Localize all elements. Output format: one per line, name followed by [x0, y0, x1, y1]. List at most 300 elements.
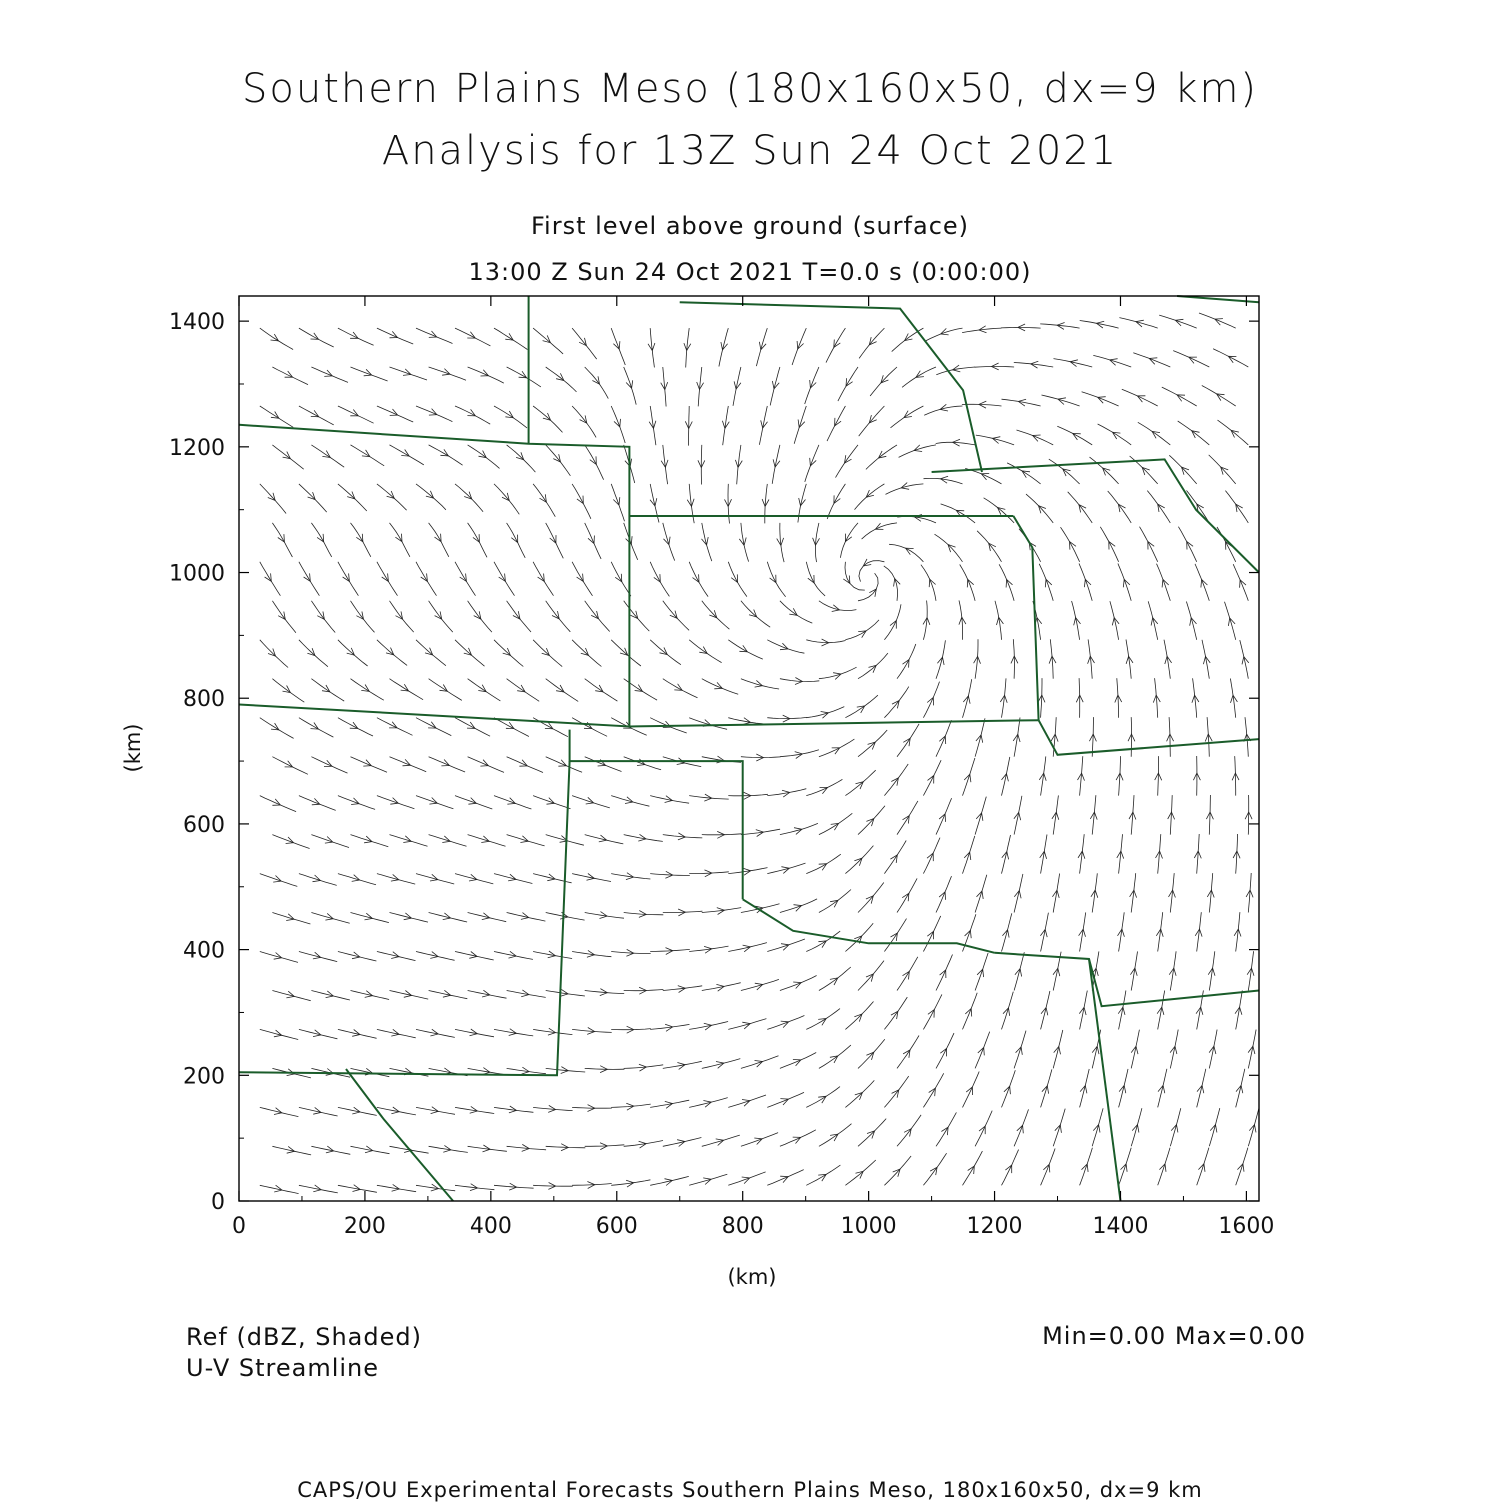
- streamline: [1041, 913, 1049, 952]
- streamline: [845, 562, 865, 590]
- streamline: [963, 679, 972, 718]
- x-tick-label: 1600: [1218, 1214, 1274, 1239]
- streamline: [533, 328, 563, 354]
- streamline: [311, 1146, 350, 1154]
- streamline: [1068, 492, 1093, 523]
- streamline: [416, 1107, 455, 1114]
- streamline: [260, 1029, 298, 1039]
- streamline: [884, 604, 901, 640]
- y-tick-label: 800: [183, 687, 225, 712]
- streamline: [845, 1002, 873, 1030]
- streamline: [377, 1185, 416, 1191]
- streamline: [663, 679, 698, 698]
- streamline: [377, 406, 413, 422]
- streamline: [338, 1029, 377, 1038]
- legend-minmax: Min=0.00 Max=0.00: [1042, 1322, 1306, 1350]
- streamline: [1014, 1031, 1026, 1069]
- streamline: [299, 1029, 338, 1038]
- streamline: [923, 682, 939, 718]
- streamline: [975, 639, 978, 678]
- streamline: [650, 1100, 689, 1107]
- state-border: [995, 953, 1259, 1006]
- streamline: [741, 979, 779, 990]
- streamline: [1209, 455, 1236, 484]
- streamline: [299, 796, 336, 811]
- streamline: [390, 601, 414, 632]
- streamline: [311, 445, 344, 467]
- streamline: [1119, 991, 1126, 1030]
- streamline: [260, 640, 288, 668]
- streamline: [1090, 457, 1119, 484]
- streamline: [1002, 1070, 1016, 1107]
- streamline: [624, 835, 663, 842]
- streamline: [429, 445, 463, 465]
- streamline: [1140, 527, 1158, 562]
- streamline: [311, 679, 344, 701]
- streamline: [1079, 678, 1080, 718]
- state-border: [743, 899, 995, 953]
- streamline: [728, 1019, 766, 1030]
- streamline: [572, 640, 601, 667]
- streamline: [963, 758, 975, 796]
- streamline: [923, 1073, 943, 1107]
- streamline: [624, 523, 638, 560]
- map-frame: [239, 296, 1259, 1201]
- streamline: [611, 562, 631, 596]
- streamline: [884, 1076, 908, 1107]
- streamline: [429, 1146, 468, 1152]
- streamline: [1092, 717, 1093, 757]
- streamline: [416, 328, 453, 343]
- streamline: [689, 718, 727, 730]
- streamline: [572, 1107, 612, 1108]
- streamline: [1080, 912, 1086, 951]
- streamline: [338, 406, 374, 423]
- x-tick-label: 200: [344, 1214, 386, 1239]
- streamline: [377, 562, 398, 596]
- streamline: [299, 952, 337, 962]
- streamline: [836, 445, 859, 478]
- streamline: [1014, 874, 1023, 913]
- streamline-arrow: [845, 534, 851, 542]
- streamline: [546, 757, 582, 773]
- streamline: [1170, 795, 1172, 835]
- streamline: [585, 601, 610, 632]
- streamline: [338, 952, 377, 962]
- streamline: [923, 760, 941, 795]
- streamline: [390, 913, 429, 923]
- streamline: [1119, 318, 1157, 329]
- streamline: [767, 1092, 804, 1107]
- legend-field-streamline: U-V Streamline: [186, 1353, 422, 1384]
- streamline: [936, 1033, 954, 1068]
- streamline: [845, 770, 875, 795]
- streamline: [494, 640, 523, 667]
- streamline: [1080, 1148, 1093, 1186]
- x-tick-label: 0: [232, 1214, 246, 1239]
- streamline: [858, 961, 884, 991]
- streamline: [572, 562, 592, 596]
- streamline: [689, 1098, 728, 1108]
- streamline: [1195, 564, 1209, 601]
- main-title-line2: Analysis for 13Z Sun 24 Oct 2021: [0, 128, 1500, 174]
- streamline: [494, 796, 531, 809]
- streamline: [819, 1124, 852, 1147]
- streamline: [767, 1016, 804, 1030]
- streamline: [884, 764, 908, 796]
- streamline: [897, 1115, 921, 1146]
- streamline: [1039, 564, 1053, 601]
- streamline: [1041, 1149, 1056, 1186]
- streamline: [1131, 1108, 1142, 1146]
- streamline: [429, 835, 467, 847]
- y-tick-label: 400: [183, 939, 225, 964]
- streamline: [1159, 315, 1197, 328]
- streamline: [884, 566, 898, 601]
- streamline: [1170, 1108, 1181, 1146]
- state-border: [629, 720, 1038, 726]
- x-tick-label: 1200: [967, 1214, 1023, 1239]
- y-tick-label: 200: [183, 1064, 225, 1089]
- streamline: [897, 878, 917, 912]
- streamline: [377, 1107, 416, 1115]
- streamline: [759, 406, 767, 445]
- streamline: [390, 367, 428, 380]
- streamline: [858, 1119, 886, 1147]
- streamline: [1240, 640, 1249, 679]
- streamline: [272, 367, 308, 385]
- streamline: [1072, 601, 1080, 640]
- streamline: [1158, 991, 1165, 1030]
- streamline: [546, 445, 571, 476]
- streamline: [624, 1065, 664, 1069]
- streamline: [390, 1068, 429, 1076]
- state-border: [239, 425, 629, 727]
- streamline: [468, 367, 504, 383]
- streamline: [794, 406, 806, 444]
- streamline: [792, 328, 806, 365]
- streamline: [845, 1160, 875, 1185]
- streamline: [1041, 1069, 1052, 1107]
- x-axis-label: (km): [727, 1265, 776, 1289]
- streamline: [663, 601, 689, 631]
- streamline: [546, 1146, 586, 1148]
- streamline: [377, 640, 407, 666]
- streamline: [1169, 717, 1170, 757]
- streamline: [338, 874, 376, 885]
- streamline: [429, 601, 453, 632]
- streamline: [260, 328, 293, 349]
- streamline: [1119, 756, 1121, 796]
- streamline: [1158, 1148, 1170, 1186]
- streamline: [1108, 491, 1132, 523]
- streamline: [494, 1029, 533, 1036]
- streamline: [507, 835, 545, 846]
- streamline: [468, 913, 507, 922]
- streamline: [936, 720, 951, 757]
- streamline: [585, 1068, 625, 1069]
- streamline: [858, 730, 887, 757]
- streamline: [1199, 313, 1236, 328]
- streamline: [311, 757, 347, 773]
- streamline: [845, 923, 873, 951]
- streamline: [1236, 834, 1238, 874]
- streamline: [311, 991, 350, 1001]
- streamline: [455, 796, 492, 809]
- streamline: [611, 328, 625, 365]
- streamline: [533, 640, 562, 667]
- streamline: [650, 640, 681, 665]
- streamline: [377, 484, 407, 510]
- streamline: [1202, 640, 1209, 679]
- streamline: [897, 724, 919, 757]
- streamline: [805, 445, 819, 482]
- streamline: [507, 445, 536, 472]
- streamline: [260, 952, 298, 963]
- streamline: [338, 328, 374, 345]
- streamline: [272, 679, 304, 703]
- streamline: [975, 367, 1015, 368]
- streamline: [572, 328, 597, 359]
- streamline: [468, 835, 506, 847]
- streamline: [1041, 991, 1050, 1029]
- streamline: [455, 874, 493, 884]
- streamline: [838, 367, 858, 401]
- streamline: [723, 406, 729, 445]
- streamline: [299, 1107, 338, 1116]
- streamline: [1053, 1030, 1063, 1068]
- streamline: [416, 952, 455, 961]
- streamline: [741, 757, 781, 758]
- y-tick-label: 1200: [169, 436, 225, 461]
- streamline: [611, 640, 641, 666]
- streamline: [468, 601, 492, 632]
- streamline: [741, 1133, 778, 1147]
- streamline: [924, 478, 963, 484]
- streamline: [689, 1022, 728, 1030]
- streamline: [416, 718, 451, 736]
- streamline: [351, 757, 388, 773]
- streamline: [272, 757, 308, 775]
- streamline: [975, 718, 985, 756]
- streamline: [728, 1172, 765, 1185]
- streamline: [1119, 912, 1125, 951]
- streamline: [1178, 527, 1196, 562]
- streamline: [1079, 564, 1092, 601]
- streamline: [624, 990, 664, 991]
- streamline: [1187, 491, 1210, 523]
- streamline: [377, 1029, 416, 1037]
- streamline: [272, 991, 310, 1001]
- streamline: [260, 1107, 299, 1116]
- streamline: [827, 406, 845, 441]
- streamline: [897, 957, 918, 991]
- state-border: [1089, 959, 1121, 1201]
- streamline: [741, 1056, 779, 1069]
- streamline: [260, 1185, 299, 1193]
- streamline: [377, 874, 415, 885]
- streamline: [455, 718, 490, 737]
- streamline: [299, 406, 334, 425]
- streamline: [338, 1185, 377, 1192]
- streamline: [962, 328, 1001, 333]
- streamline: [1133, 353, 1170, 367]
- streamline: [1157, 564, 1171, 601]
- streamline: [936, 955, 953, 991]
- streamline: [546, 913, 585, 921]
- streamline: [311, 913, 349, 924]
- streamline: [572, 874, 611, 882]
- streamline: [611, 796, 649, 807]
- streamline: [377, 328, 413, 344]
- streamline: [1042, 395, 1080, 406]
- streamline: [1082, 392, 1119, 406]
- streamline: [533, 562, 553, 596]
- streamline: [546, 601, 571, 632]
- streamline: [1100, 527, 1118, 562]
- streamline: [845, 846, 873, 874]
- streamline: [351, 679, 384, 701]
- streamline: [533, 796, 570, 809]
- streamline: [767, 863, 805, 874]
- streamline: [923, 994, 942, 1029]
- streamline: [1138, 422, 1171, 445]
- streamline: [1054, 359, 1093, 367]
- legend-fields: [186, 1322, 422, 1384]
- streamline: [351, 601, 375, 633]
- state-border: [1013, 516, 1038, 720]
- streamline: [1080, 321, 1119, 329]
- streamline: [1236, 1148, 1248, 1186]
- streamline: [533, 1185, 573, 1186]
- streamline: [859, 561, 885, 582]
- streamline: [416, 562, 437, 596]
- streamline: [429, 991, 468, 999]
- streamline: [884, 841, 906, 874]
- streamline: [1080, 991, 1088, 1030]
- streamline: [546, 835, 584, 846]
- streamline: [897, 516, 936, 523]
- streamline: [585, 679, 618, 701]
- streamline: [941, 504, 976, 523]
- streamline: [390, 991, 429, 1000]
- streamline: [429, 757, 466, 772]
- streamline: [260, 796, 296, 812]
- streamline: [701, 445, 702, 485]
- streamline: [884, 919, 906, 952]
- streamline: [1202, 386, 1236, 407]
- streamline: [1061, 527, 1080, 562]
- streamline: [689, 640, 721, 663]
- streamline: [806, 1165, 840, 1185]
- streamline: [975, 1032, 990, 1069]
- streamline: [689, 406, 690, 446]
- streamline: [975, 875, 987, 913]
- streamline: [429, 679, 462, 701]
- streamline: [1209, 1030, 1217, 1069]
- streamline: [663, 911, 703, 912]
- streamline: [1092, 1108, 1103, 1146]
- streamline: [1013, 639, 1014, 679]
- streamline: [533, 952, 572, 959]
- streamline: [884, 997, 907, 1029]
- streamline: [1169, 455, 1196, 484]
- streamline: [507, 679, 540, 702]
- streamline: [1178, 421, 1210, 445]
- streamline: [1002, 913, 1012, 951]
- streamline: [702, 983, 741, 991]
- streamline: [1002, 757, 1010, 796]
- streamline: [351, 367, 388, 381]
- streamline: [770, 367, 780, 405]
- streamline: [1236, 1069, 1245, 1108]
- streamline: [468, 991, 507, 999]
- streamline: [1173, 351, 1209, 367]
- streamline: [494, 562, 515, 596]
- streamline: [507, 991, 546, 998]
- streamline: [429, 367, 466, 380]
- streamline: [1053, 1109, 1065, 1147]
- streamline: [572, 484, 591, 519]
- streamline: [611, 484, 624, 521]
- streamline: [1236, 990, 1243, 1029]
- streamline: [780, 1130, 816, 1147]
- streamline: [455, 328, 490, 346]
- streamline: [311, 835, 349, 848]
- time-subtitle: 13:00 Z Sun 24 Oct 2021 T=0.0 s (0:00:00): [0, 258, 1500, 286]
- streamline: [311, 601, 335, 633]
- streamline-layer: [260, 313, 1259, 1194]
- streamline: [963, 993, 978, 1030]
- streamline: [1248, 1030, 1256, 1069]
- y-tick-label: 1400: [169, 310, 225, 335]
- streamline: [1002, 992, 1014, 1030]
- streamline: [416, 874, 454, 884]
- streamline: [507, 367, 541, 387]
- main-title-line1: Southern Plains Meso (180x160x50, dx=9 km): [0, 66, 1500, 112]
- streamline: [494, 874, 532, 884]
- streamline: [1014, 1109, 1028, 1146]
- streamline: [975, 953, 988, 991]
- streamline: [377, 718, 413, 736]
- streamline: [702, 679, 738, 695]
- streamline: [963, 1151, 983, 1185]
- streamline: [468, 679, 501, 701]
- streamline: [507, 757, 543, 773]
- streamline: [494, 328, 527, 349]
- streamline: [533, 484, 555, 517]
- streamline: [897, 801, 918, 835]
- streamline: [272, 445, 303, 469]
- streamline: [923, 916, 940, 952]
- streamline: [936, 798, 952, 834]
- streamline: [572, 796, 610, 808]
- streamline: [1093, 355, 1131, 367]
- streamline: [299, 874, 337, 886]
- streamline: [859, 406, 885, 436]
- streamline: [689, 1174, 727, 1185]
- streamline: [884, 1156, 911, 1185]
- streamline: [455, 562, 476, 596]
- streamline: [390, 445, 424, 465]
- streamline: [1041, 835, 1047, 874]
- streamline: [1186, 602, 1196, 640]
- streamline: [390, 835, 428, 847]
- streamline: [1131, 951, 1137, 990]
- streamline: [351, 913, 389, 923]
- streamline: [1148, 601, 1158, 640]
- streamline: [1053, 874, 1059, 913]
